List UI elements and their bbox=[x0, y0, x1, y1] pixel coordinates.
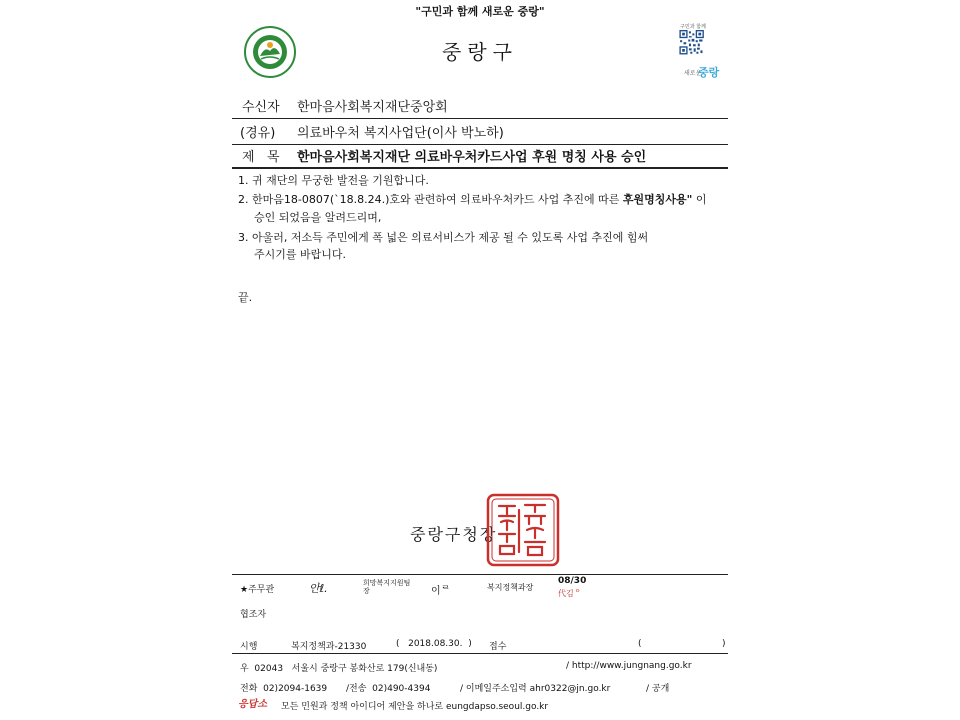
team-leader-label: 희망복지지원팀장 bbox=[363, 579, 411, 595]
divider-thick bbox=[232, 167, 728, 169]
team-leader-signature: 이ᄅ bbox=[431, 586, 451, 597]
divider bbox=[232, 118, 728, 119]
divider bbox=[232, 653, 728, 654]
receipt-paren-open: ( bbox=[638, 639, 642, 649]
director-label: 복지정책과장 bbox=[487, 583, 534, 592]
body-item-3-continued: 주시기를 바랍니다. bbox=[254, 248, 347, 261]
postal-address: 우 02043 서울시 중랑구 봉화산로 179(신내동) bbox=[240, 664, 438, 674]
agency-title: 중랑구 bbox=[442, 40, 518, 64]
qr-caption-top: 구민과 함께 bbox=[680, 24, 706, 30]
drafter-label: ★주무관 bbox=[240, 585, 275, 595]
public-status: / 공개 bbox=[646, 684, 670, 694]
director-signature-text: 代김ᄋ bbox=[558, 589, 582, 598]
via-value: 의료바우처 복지사업단(이사 박노하) bbox=[297, 126, 504, 141]
slogan: "구민과 함께 새로운 중랑" bbox=[415, 5, 545, 18]
via-label: (경유) bbox=[240, 126, 276, 141]
website-link[interactable]: / http://www.jungnang.go.kr bbox=[566, 661, 692, 671]
subject-value: 한마음사회복지재단 의료바우처카드사업 후원 명칭 사용 승인 bbox=[297, 150, 647, 165]
email-address[interactable]: / 이메일주소입력 ahr0322@jn.go.kr bbox=[460, 684, 611, 694]
director-signature bbox=[558, 588, 581, 599]
body-item-2 bbox=[238, 193, 707, 207]
body-item-1: 1. 귀 재단의 무궁한 발전을 기원합니다. bbox=[238, 174, 429, 187]
subject-label: 제 목 bbox=[242, 150, 280, 165]
enforce-date: ( 2018.08.30. ) bbox=[396, 639, 472, 649]
closing-mark: 끝. bbox=[238, 291, 253, 304]
body-item-3: 3. 아울러, 저소득 주민에게 폭 넓은 의료서비스가 제공 될 수 있도록 사업 추진에 힘써 bbox=[238, 231, 649, 244]
official-seal-stamp bbox=[485, 492, 561, 568]
qr-caption-bottom: 새로운 bbox=[684, 70, 702, 77]
body-item-2-text: 2. 한마음18-0807(`18.8.24.)호와 관련하여 의료바우처카드 사업 추진에 따른 bbox=[238, 193, 623, 206]
qr-code-icon[interactable] bbox=[671, 30, 715, 68]
recipient-label: 수신자 bbox=[242, 100, 280, 115]
enforce-number: 복지정책과-21330 bbox=[291, 642, 367, 652]
qr-brand: 중랑 bbox=[698, 66, 720, 79]
receipt-label: 접수 bbox=[489, 642, 507, 652]
body-item-2-continued: 승인 되었음을 알려드리며, bbox=[254, 211, 382, 224]
body-item-2-emphasis: 후원명칭사용" bbox=[622, 193, 693, 206]
recipient-value: 한마음사회복지재단중앙회 bbox=[297, 100, 448, 115]
body-item-2-tail: 이 bbox=[692, 193, 707, 206]
receipt-paren-close: ) bbox=[722, 639, 726, 649]
director-date: 08/30 bbox=[558, 576, 587, 586]
idea-proposal-notice: 모든 민원과 정책 아이디어 제안을 하나로 eungdapso.seoul.go.kr bbox=[281, 702, 549, 712]
divider bbox=[232, 144, 728, 145]
fax-number: /전송 02)490-4394 bbox=[346, 684, 431, 694]
issuer-name: 중랑구청장 bbox=[410, 525, 498, 544]
enforce-label: 시행 bbox=[240, 642, 258, 652]
cooperator-label: 협조자 bbox=[240, 610, 267, 620]
drafter-signature: 안ℓ. bbox=[309, 582, 328, 595]
phone-number: 전화 02)2094-1639 bbox=[240, 684, 328, 694]
eungdapso-logo: 응답소 bbox=[238, 699, 267, 710]
divider bbox=[232, 574, 728, 575]
